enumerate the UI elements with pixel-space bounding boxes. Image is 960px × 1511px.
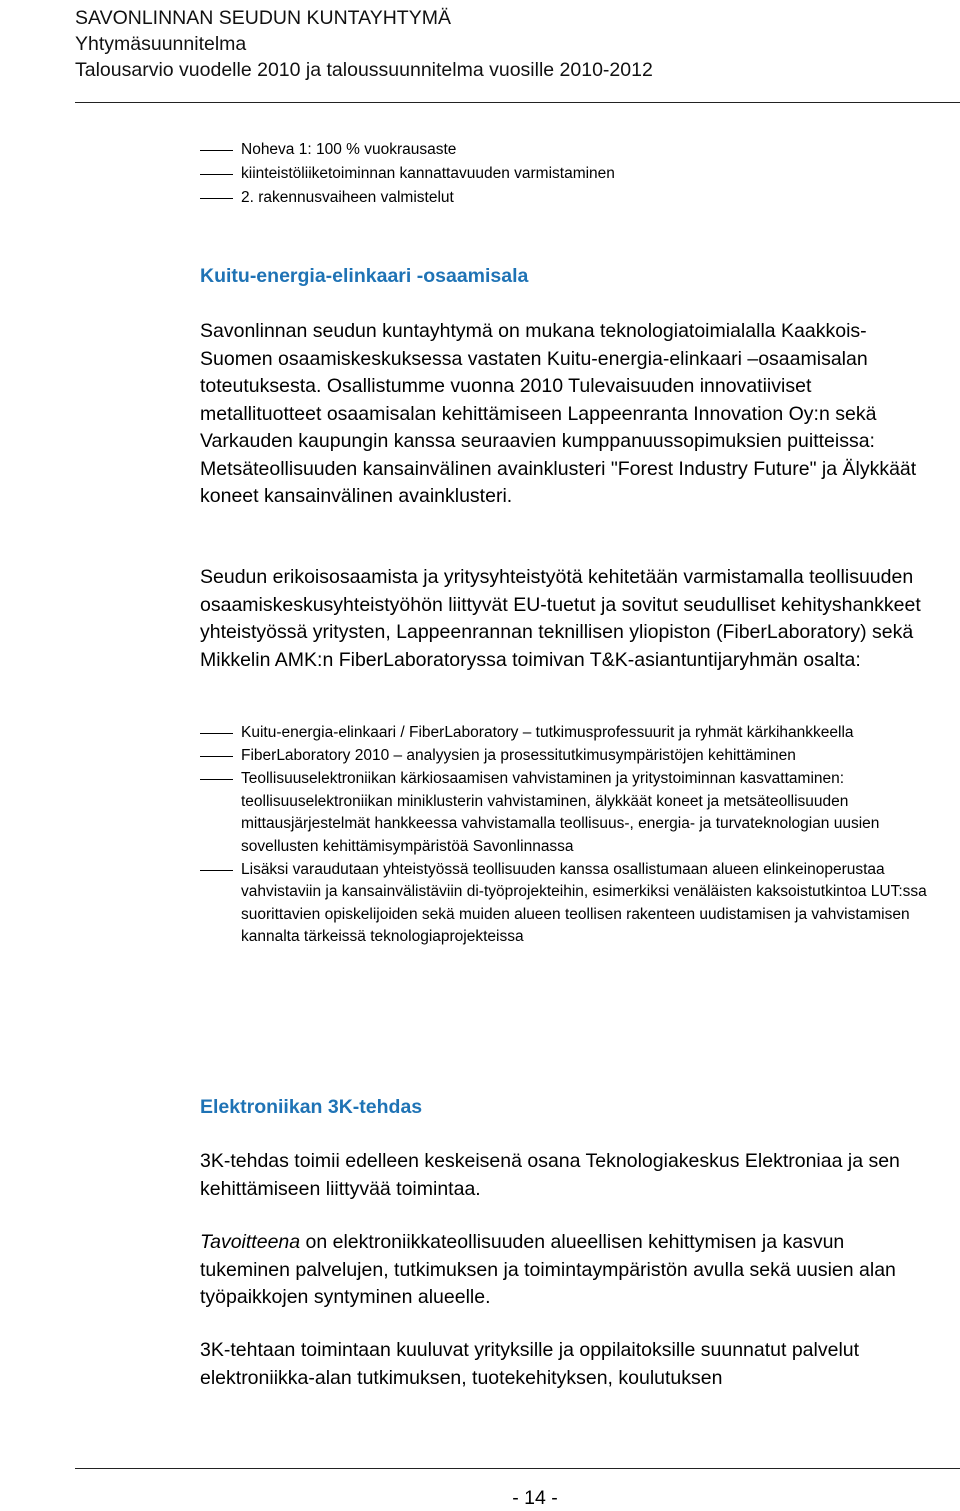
footer-divider xyxy=(75,1468,960,1469)
section-heading-kuitu-energia: Kuitu-energia-elinkaari -osaamisala xyxy=(200,265,529,287)
objectives-list xyxy=(200,138,935,210)
header-divider xyxy=(75,102,960,103)
document-header xyxy=(75,5,935,83)
list-item: Noheva 1: 100 % vuokrausaste xyxy=(200,138,935,162)
header-organization: SAVONLINNAN SEUDUN KUNTAYHTYMÄ xyxy=(75,7,451,29)
header-document-title: Yhtymäsuunnitelma xyxy=(75,33,247,55)
page-number: - 14 - xyxy=(512,1487,558,1509)
list-item: kiinteistöliiketoiminnan kannattavuuden varmistaminen xyxy=(200,162,935,186)
list-item: Teollisuuselektroniikan kärkiosaamisen vahvistaminen ja yritystoiminnan kasvattaminen: teollisuuselektroniikan miniklusterin vahvistaminen, älykkäät koneet ja metsäteollisuuden mittausjärjestelmät hankkeessa vahvistamalla teollisuus-, energia- ja turvateknologian uusien sovellusten kehittämisympäristöä Savonlinnassa xyxy=(200,768,935,858)
paragraph-text: on elektroniikkateollisuuden alueellisen kehittymisen ja kasvun tukeminen palvelujen, tutkimuksen ja toimintaympäristön avulla sekä uusien alan työpaikkojen syntyminen alueelle. xyxy=(200,1231,896,1308)
paragraph xyxy=(200,1229,935,1312)
list-item: Kuitu-energia-elinkaari / FiberLaboratory – tutkimusprofessuurit ja ryhmät kärkihankkeella xyxy=(200,722,935,745)
paragraph: 3K-tehtaan toimintaan kuuluvat yrityksille ja oppilaitoksille suunnatut palvelut elektroniikka-alan tutkimuksen, tuotekehityksen, koulutuksen xyxy=(200,1339,860,1389)
paragraph: Seudun erikoisosaamista ja yritysyhteistyötä kehitetään varmistamalla teollisuuden osaamiskeskusyhteistyöhön liittyvät EU-tuetut ja sovitut seudulliset kehityshankkeet yhteistyössä yritysten, Lappeenrannan teknillisen yliopiston (FiberLaboratory) sekä Mikkelin AMK:n FiberLaboratoryssa toimivan T&K-asiantuntijaryhmän osalta: xyxy=(200,566,921,671)
paragraph: 3K-tehdas toimii edelleen keskeisenä osana Teknologiakeskus Elektroniaa ja sen kehittämiseen liittyvää toimintaa. xyxy=(200,1150,900,1200)
paragraph: Savonlinnan seudun kuntayhtymä on mukana teknologiatoimialalla Kaakkois-Suomen osaamiskeskuksessa vastaten Kuitu-energia-elinkaari –osaamisalan toteutuksesta. Osallistumme vuonna 2010 Tulevaisuuden innovatiiviset metallituotteet osaamisalan kehittämiseen Lappeenranta Innovation Oy:n sekä Varkauden kaupungin kanssa seuraavien kumppanuussopimuksien puitteissa: Metsäteollisuuden kansainvälinen avainklusteri "Forest Industry Future" ja Älykkäät koneet kansainvälinen avainklusteri. xyxy=(200,320,917,507)
list-item: Lisäksi varaudutaan yhteistyössä teollisuuden kanssa osallistumaan alueen elinkeinoperustaa vahvistaviin ja kansainvälistäviin di-työprojekteihin, esimerkiksi venäläisten kaksoistutkintoa LUT:ssa suorittavien opiskelijoiden sekä muiden alueen teollisen rakenteen uudistamisen ja vahvistamisen kannalta tärkeissä teknologiaprojekteissa xyxy=(200,859,935,949)
list-item: FiberLaboratory 2010 – analyysien ja prosessitutkimusympäristöjen kehittäminen xyxy=(200,745,935,768)
header-budget-title: Talousarvio vuodelle 2010 ja taloussuunnitelma vuosille 2010-2012 xyxy=(75,59,653,81)
list-item: 2. rakennusvaiheen valmistelut xyxy=(200,186,935,210)
section-heading-elektroniikan-3k-tehdas: Elektroniikan 3K-tehdas xyxy=(200,1096,423,1118)
emphasized-term: Tavoitteena xyxy=(200,1231,301,1253)
projects-list xyxy=(200,722,935,949)
